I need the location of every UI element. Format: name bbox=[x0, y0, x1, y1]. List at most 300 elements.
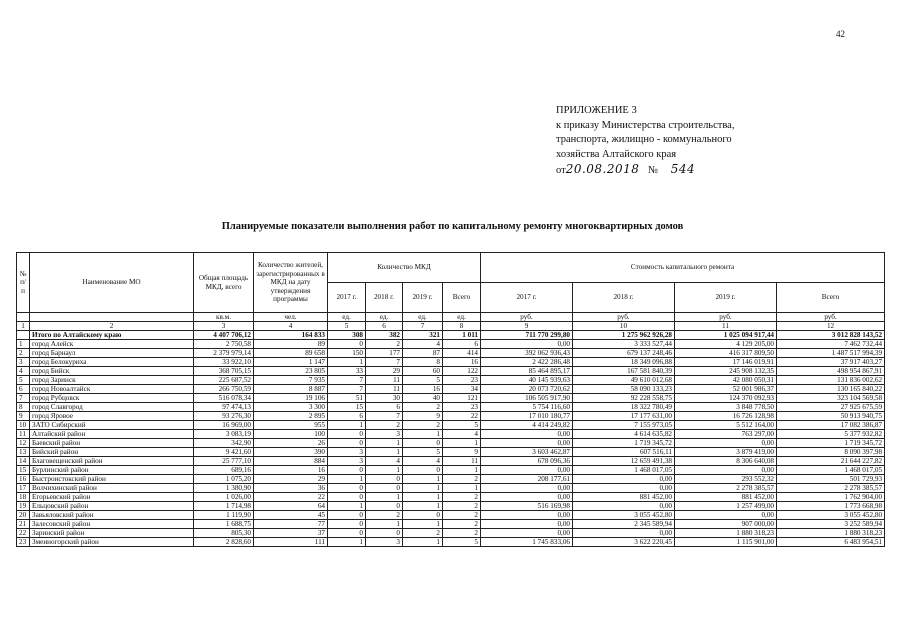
table-cell: 7 bbox=[403, 322, 443, 331]
table-cell: 9 421,60 bbox=[194, 448, 254, 457]
table-cell: 29 bbox=[254, 475, 328, 484]
table-cell: 2 bbox=[403, 529, 443, 538]
table-cell: 2 bbox=[366, 511, 403, 520]
table-cell: 0 bbox=[366, 484, 403, 493]
table-cell: 4 bbox=[17, 367, 30, 376]
table-cell: кв.м. bbox=[194, 313, 254, 322]
table-cell: 0,00 bbox=[481, 493, 573, 502]
table-cell: 2 895 bbox=[254, 412, 328, 421]
table-cell: 2 bbox=[443, 502, 481, 511]
table-cell: 2 bbox=[30, 322, 194, 331]
table-body bbox=[17, 313, 885, 547]
table-cell bbox=[30, 313, 194, 322]
table-cell: 1 bbox=[328, 538, 366, 547]
table-row bbox=[17, 376, 885, 385]
table-cell: 2 bbox=[366, 340, 403, 349]
table-cell: 9 bbox=[443, 448, 481, 457]
table-cell: 763 297,00 bbox=[675, 430, 777, 439]
table-cell: 34 bbox=[443, 385, 481, 394]
header-residents: Количество жителей, зарегистрированных в МКД на дату утверждения программы bbox=[254, 253, 328, 313]
table-cell bbox=[17, 331, 30, 340]
table-cell: 1 275 962 926,28 bbox=[573, 331, 675, 340]
table-cell: 89 658 bbox=[254, 349, 328, 358]
table-cell: 8 090 397,98 bbox=[777, 448, 885, 457]
table-cell: Быстроистокский район bbox=[30, 475, 194, 484]
table-cell: 14 bbox=[17, 457, 30, 466]
table-cell: 5 754 116,60 bbox=[481, 403, 573, 412]
table-cell: 0 bbox=[328, 493, 366, 502]
table-cell bbox=[17, 313, 30, 322]
table-cell: 2 bbox=[443, 529, 481, 538]
table-cell: Завьяловский район bbox=[30, 511, 194, 520]
table-cell: 40 bbox=[403, 394, 443, 403]
table-cell: город Барнаул bbox=[30, 349, 194, 358]
table-cell: 1 bbox=[328, 502, 366, 511]
table-cell: 0,00 bbox=[481, 520, 573, 529]
table-cell: 29 bbox=[366, 367, 403, 376]
header-mkd-total: Всего bbox=[443, 283, 481, 313]
table-cell: 0,00 bbox=[573, 484, 675, 493]
table-cell: 33 922,10 bbox=[194, 358, 254, 367]
table-cell: 0 bbox=[328, 511, 366, 520]
number-prefix: № bbox=[648, 165, 659, 177]
table-cell: 87 bbox=[403, 349, 443, 358]
table-row bbox=[17, 403, 885, 412]
table-cell: 23 bbox=[443, 376, 481, 385]
table-cell: 1 880 318,23 bbox=[675, 529, 777, 538]
table-cell: 3 bbox=[366, 538, 403, 547]
table-cell: 516 078,34 bbox=[194, 394, 254, 403]
table-cell: 49 610 012,68 bbox=[573, 376, 675, 385]
table-cell: 16 bbox=[17, 475, 30, 484]
table-cell: 1 bbox=[328, 358, 366, 367]
table-cell: 42 080 050,31 bbox=[675, 376, 777, 385]
table-cell: 2 345 589,94 bbox=[573, 520, 675, 529]
table-cell: ЗАТО Сибирский bbox=[30, 421, 194, 430]
table-cell: 4 bbox=[403, 340, 443, 349]
table-row bbox=[17, 430, 885, 439]
table-cell: 1 bbox=[403, 475, 443, 484]
table-cell: 8 bbox=[443, 322, 481, 331]
table-cell: 1 719 345,72 bbox=[777, 439, 885, 448]
header-cost-total: Всего bbox=[777, 283, 885, 313]
table-cell: 293 552,32 bbox=[675, 475, 777, 484]
table-cell: 1 bbox=[403, 520, 443, 529]
table-cell: 208 177,61 bbox=[481, 475, 573, 484]
table-cell: 0 bbox=[328, 520, 366, 529]
table-cell: 2 bbox=[17, 349, 30, 358]
header-name: Наименование МО bbox=[30, 253, 194, 313]
table-cell: 33 bbox=[328, 367, 366, 376]
table-cell: 1 745 833,06 bbox=[481, 538, 573, 547]
table-cell: город Рубцовск bbox=[30, 394, 194, 403]
table-cell: 37 bbox=[254, 529, 328, 538]
table-cell: город Белокуриха bbox=[30, 358, 194, 367]
header-cost-2019: 2019 г. bbox=[675, 283, 777, 313]
table-cell: 19 bbox=[17, 502, 30, 511]
table-cell: 5 bbox=[403, 376, 443, 385]
table-cell: 6 bbox=[366, 322, 403, 331]
table-cell: руб. bbox=[675, 313, 777, 322]
table-cell: 3 055 452,80 bbox=[777, 511, 885, 520]
table-cell: 3 bbox=[328, 448, 366, 457]
table-cell: 498 954 867,91 bbox=[777, 367, 885, 376]
table-cell: 2 278 385,57 bbox=[675, 484, 777, 493]
table-cell: 0,00 bbox=[481, 430, 573, 439]
table-cell: 1 025 094 917,44 bbox=[675, 331, 777, 340]
table-cell: 15 bbox=[328, 403, 366, 412]
table-cell: 16 726 128,98 bbox=[675, 412, 777, 421]
table-cell: Змеиногорский район bbox=[30, 538, 194, 547]
table-cell: 167 581 840,39 bbox=[573, 367, 675, 376]
table-cell: 881 452,00 bbox=[573, 493, 675, 502]
table-cell: 58 090 133,23 bbox=[573, 385, 675, 394]
table-cell: 16 969,00 bbox=[194, 421, 254, 430]
table-cell: 7 bbox=[17, 394, 30, 403]
table-cell: город Славгород bbox=[30, 403, 194, 412]
table-cell: руб. bbox=[481, 313, 573, 322]
table-cell: 23 805 bbox=[254, 367, 328, 376]
table-cell: 18 bbox=[17, 493, 30, 502]
table-row bbox=[17, 538, 885, 547]
table-cell: 5 bbox=[443, 421, 481, 430]
table-row bbox=[17, 511, 885, 520]
table-row bbox=[17, 448, 885, 457]
table-cell: 1 bbox=[443, 439, 481, 448]
table-cell: 678 096,36 bbox=[481, 457, 573, 466]
table-cell: 1 bbox=[403, 502, 443, 511]
table-cell: 1 688,75 bbox=[194, 520, 254, 529]
table-cell: 7 bbox=[328, 385, 366, 394]
header-mkd-2018: 2018 г. bbox=[366, 283, 403, 313]
table-cell: 7 155 973,05 bbox=[573, 421, 675, 430]
table-cell: 5 bbox=[443, 538, 481, 547]
table-cell: 0 bbox=[366, 529, 403, 538]
table-cell: 5 bbox=[17, 376, 30, 385]
table-cell: 4 bbox=[254, 322, 328, 331]
table-cell: 0 bbox=[403, 511, 443, 520]
table-cell: 2 828,60 bbox=[194, 538, 254, 547]
table-cell: 1 119,90 bbox=[194, 511, 254, 520]
table-cell: 1 bbox=[443, 484, 481, 493]
table-cell: 1 011 bbox=[443, 331, 481, 340]
table-cell: 0,00 bbox=[481, 340, 573, 349]
table-cell: 12 bbox=[777, 322, 885, 331]
table-cell: 1 bbox=[366, 439, 403, 448]
table-cell: 4 bbox=[443, 430, 481, 439]
table-cell: 50 913 940,75 bbox=[777, 412, 885, 421]
table-cell: 0,00 bbox=[481, 529, 573, 538]
table-row bbox=[17, 439, 885, 448]
table-cell: 5 512 164,00 bbox=[675, 421, 777, 430]
total-row bbox=[17, 331, 885, 340]
table-cell: 3 622 220,45 bbox=[573, 538, 675, 547]
table-cell: 1 bbox=[366, 466, 403, 475]
table-cell: 884 bbox=[254, 457, 328, 466]
table-cell: 1 380,90 bbox=[194, 484, 254, 493]
table-cell: 52 001 986,37 bbox=[675, 385, 777, 394]
table-cell: 1 487 517 994,39 bbox=[777, 349, 885, 358]
table-cell: 3 879 419,00 bbox=[675, 448, 777, 457]
table-cell: 1 075,20 bbox=[194, 475, 254, 484]
table-cell: 1 bbox=[403, 430, 443, 439]
table-cell: 1 bbox=[328, 421, 366, 430]
table-cell: 0 bbox=[366, 502, 403, 511]
table-cell: 9 bbox=[403, 412, 443, 421]
table-cell: 22 bbox=[443, 412, 481, 421]
table-cell: 6 bbox=[17, 385, 30, 394]
table-cell: 3 bbox=[17, 358, 30, 367]
table-cell: 501 729,93 bbox=[777, 475, 885, 484]
table-cell: 805,30 bbox=[194, 529, 254, 538]
page-number: 42 bbox=[836, 29, 845, 39]
table-row bbox=[17, 493, 885, 502]
table-cell: 1 257 499,00 bbox=[675, 502, 777, 511]
table-cell: 15 bbox=[17, 466, 30, 475]
table-cell: 121 bbox=[443, 394, 481, 403]
document-title: Планируемые показатели выполнения работ по капитальному ремонту многоквартирных домов bbox=[221, 221, 684, 232]
table-cell: 2 bbox=[366, 421, 403, 430]
table-cell: 1 bbox=[366, 493, 403, 502]
table-cell: 0 bbox=[328, 529, 366, 538]
table-cell: 2 bbox=[403, 403, 443, 412]
table-cell: 955 bbox=[254, 421, 328, 430]
table-cell: 0 bbox=[328, 430, 366, 439]
table-cell: 150 bbox=[328, 349, 366, 358]
table-cell: 0,00 bbox=[675, 466, 777, 475]
table-cell: 1 bbox=[328, 475, 366, 484]
appendix-line: ПРИЛОЖЕНИЕ 3 bbox=[556, 105, 637, 116]
table-cell: 321 bbox=[403, 331, 443, 340]
table-cell: 11 bbox=[443, 457, 481, 466]
table-cell: 4 bbox=[366, 457, 403, 466]
table-cell: 3 603 462,87 bbox=[481, 448, 573, 457]
table-cell: 18 349 096,88 bbox=[573, 358, 675, 367]
table-cell: Залесовский район bbox=[30, 520, 194, 529]
table-cell: город Яровое bbox=[30, 412, 194, 421]
table-cell: 711 770 299,80 bbox=[481, 331, 573, 340]
table-cell: 1 773 668,98 bbox=[777, 502, 885, 511]
table-cell: 51 bbox=[328, 394, 366, 403]
table-cell: 0,00 bbox=[481, 439, 573, 448]
table-cell: 36 bbox=[254, 484, 328, 493]
table-cell: Волчихинский район bbox=[30, 484, 194, 493]
table-cell: 0 bbox=[366, 475, 403, 484]
table-row bbox=[17, 421, 885, 430]
table-cell: 92 228 558,75 bbox=[573, 394, 675, 403]
table-row bbox=[17, 520, 885, 529]
table-cell: 0 bbox=[328, 340, 366, 349]
table-cell: 22 bbox=[17, 529, 30, 538]
table-cell: 89 bbox=[254, 340, 328, 349]
table-cell: 7 bbox=[366, 358, 403, 367]
table-cell: 1 762 904,00 bbox=[777, 493, 885, 502]
header-num: № п/п bbox=[17, 253, 30, 313]
table-cell: 3 bbox=[328, 457, 366, 466]
table-cell: 3 bbox=[366, 430, 403, 439]
table-row bbox=[17, 502, 885, 511]
table-cell: 20 bbox=[17, 511, 30, 520]
table-cell: 17 082 386,87 bbox=[777, 421, 885, 430]
table-cell: Благовещенский район bbox=[30, 457, 194, 466]
table-cell: 0,00 bbox=[481, 511, 573, 520]
table-row bbox=[17, 358, 885, 367]
table-cell: 1 bbox=[403, 538, 443, 547]
table-cell: чел. bbox=[254, 313, 328, 322]
table-cell: 131 836 002,62 bbox=[777, 376, 885, 385]
table-cell: 3 252 589,94 bbox=[777, 520, 885, 529]
table-cell: 6 483 954,51 bbox=[777, 538, 885, 547]
appendix-line: транспорта, жилищно - коммунального bbox=[556, 134, 732, 146]
table-cell: 0,00 bbox=[481, 466, 573, 475]
table-cell: 2 bbox=[443, 493, 481, 502]
table-cell: 1 bbox=[366, 448, 403, 457]
table-cell: 1 bbox=[443, 466, 481, 475]
table-cell: 1 468 017,05 bbox=[777, 466, 885, 475]
table-cell: 368 705,15 bbox=[194, 367, 254, 376]
table-cell: ед. bbox=[366, 313, 403, 322]
table-cell: 0 bbox=[403, 466, 443, 475]
table-cell: 0 bbox=[403, 439, 443, 448]
table-row bbox=[17, 367, 885, 376]
table-cell: город Бийск bbox=[30, 367, 194, 376]
table-row bbox=[17, 394, 885, 403]
table-cell: Алтайский район bbox=[30, 430, 194, 439]
header-mkd-2017: 2017 г. bbox=[328, 283, 366, 313]
table-cell: 23 bbox=[443, 403, 481, 412]
handwritten-number: 544 bbox=[670, 162, 696, 177]
table-cell: 2 750,58 bbox=[194, 340, 254, 349]
table-cell: 8 bbox=[17, 403, 30, 412]
table-cell: 16 bbox=[443, 358, 481, 367]
table-cell: 124 370 092,93 bbox=[675, 394, 777, 403]
table-cell: 17 177 631,00 bbox=[573, 412, 675, 421]
table-cell: 679 137 248,46 bbox=[573, 349, 675, 358]
table-cell: 30 bbox=[366, 394, 403, 403]
table-cell: 390 bbox=[254, 448, 328, 457]
table-cell: 9 bbox=[481, 322, 573, 331]
appendix-date-line bbox=[556, 162, 734, 179]
table-cell: 0 bbox=[328, 439, 366, 448]
table-cell: 308 bbox=[328, 331, 366, 340]
table-cell: 3 848 778,50 bbox=[675, 403, 777, 412]
table-cell: 0,00 bbox=[573, 502, 675, 511]
table-cell: 1 bbox=[403, 484, 443, 493]
table-cell: 2 bbox=[403, 421, 443, 430]
table-cell: 225 687,52 bbox=[194, 376, 254, 385]
header-mkd-2019: 2019 г. bbox=[403, 283, 443, 313]
table-cell: 7 935 bbox=[254, 376, 328, 385]
table-cell: 1 bbox=[403, 493, 443, 502]
table-cell: 64 bbox=[254, 502, 328, 511]
table-cell: ед. bbox=[443, 313, 481, 322]
table-cell: 607 516,11 bbox=[573, 448, 675, 457]
units-row bbox=[17, 313, 885, 322]
table-cell: 77 bbox=[254, 520, 328, 529]
table-cell: 11 bbox=[675, 322, 777, 331]
table-cell: 4 614 635,82 bbox=[573, 430, 675, 439]
table-cell: руб. bbox=[573, 313, 675, 322]
table-cell: Ельцовский район bbox=[30, 502, 194, 511]
table-cell: Итого по Алтайскому краю bbox=[30, 331, 194, 340]
appendix-line: к приказу Министерства строительства, bbox=[556, 119, 735, 131]
table-cell: 10 bbox=[573, 322, 675, 331]
handwritten-date: 20.08.2018 bbox=[565, 162, 640, 177]
table-row bbox=[17, 457, 885, 466]
table-cell: 0,00 bbox=[481, 484, 573, 493]
table-cell: 130 165 840,22 bbox=[777, 385, 885, 394]
table-cell: 12 bbox=[17, 439, 30, 448]
table-cell: 1 468 017,05 bbox=[573, 466, 675, 475]
table-cell: 907 000,00 bbox=[675, 520, 777, 529]
table-cell: 26 bbox=[254, 439, 328, 448]
table-cell: 2 422 286,48 bbox=[481, 358, 573, 367]
table-cell: руб. bbox=[777, 313, 885, 322]
table-cell: 4 bbox=[403, 457, 443, 466]
table-cell: 1 147 bbox=[254, 358, 328, 367]
table-cell: 1 bbox=[366, 520, 403, 529]
table-cell: 3 333 527,44 bbox=[573, 340, 675, 349]
table-cell: 2 278 385,57 bbox=[777, 484, 885, 493]
table-cell: 245 908 132,35 bbox=[675, 367, 777, 376]
table-cell: 323 104 569,58 bbox=[777, 394, 885, 403]
table-cell: 342,90 bbox=[194, 439, 254, 448]
table-cell: Бийский район bbox=[30, 448, 194, 457]
table-cell: 7 bbox=[328, 376, 366, 385]
table-cell: 0,00 bbox=[675, 439, 777, 448]
table-cell: 5 bbox=[328, 322, 366, 331]
header-cost-2018: 2018 г. bbox=[573, 283, 675, 313]
table-cell: ед. bbox=[403, 313, 443, 322]
table-cell: 11 bbox=[366, 376, 403, 385]
table-row bbox=[17, 529, 885, 538]
table-cell: 25 777,10 bbox=[194, 457, 254, 466]
table-cell: 1 bbox=[17, 322, 30, 331]
table-row bbox=[17, 349, 885, 358]
table-cell: 17 bbox=[17, 484, 30, 493]
table-cell: 2 bbox=[443, 511, 481, 520]
appendix-block bbox=[556, 104, 734, 179]
table-cell: 93 276,30 bbox=[194, 412, 254, 421]
table-cell: 2 bbox=[443, 475, 481, 484]
table-cell: 37 917 403,27 bbox=[777, 358, 885, 367]
header-cost-group: Стоимость капитального ремонта bbox=[481, 253, 885, 283]
table-cell: 7 462 732,44 bbox=[777, 340, 885, 349]
table-cell: 516 169,98 bbox=[481, 502, 573, 511]
table-cell: 40 145 939,63 bbox=[481, 376, 573, 385]
table-cell: 0,00 bbox=[675, 511, 777, 520]
table-cell: 106 505 917,90 bbox=[481, 394, 573, 403]
table-cell: 416 317 809,50 bbox=[675, 349, 777, 358]
table-cell: 3 300 bbox=[254, 403, 328, 412]
table-cell: 13 bbox=[17, 448, 30, 457]
table-cell: 8 887 bbox=[254, 385, 328, 394]
table-cell: 0,00 bbox=[573, 529, 675, 538]
table-cell: 392 062 936,43 bbox=[481, 349, 573, 358]
table-cell: 97 474,13 bbox=[194, 403, 254, 412]
table-cell: 45 bbox=[254, 511, 328, 520]
appendix-line: хозяйства Алтайского края bbox=[556, 148, 677, 160]
table-cell: 12 659 491,38 bbox=[573, 457, 675, 466]
table-cell: 382 bbox=[366, 331, 403, 340]
table-cell: 1 880 318,23 bbox=[777, 529, 885, 538]
table-cell: 20 073 720,62 bbox=[481, 385, 573, 394]
table-cell: Бурлинский район bbox=[30, 466, 194, 475]
table-cell: 1 bbox=[17, 340, 30, 349]
table-row bbox=[17, 340, 885, 349]
date-prefix: от bbox=[556, 165, 566, 177]
table-cell: 17 010 180,77 bbox=[481, 412, 573, 421]
